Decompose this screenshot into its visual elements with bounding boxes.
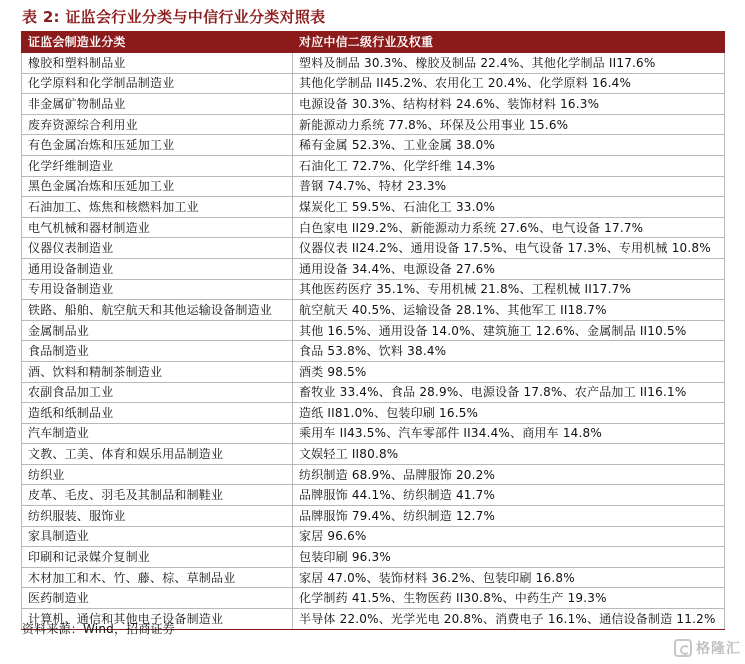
cell-csrc-category: 文教、工美、体育和娱乐用品制造业 bbox=[22, 444, 293, 465]
cell-citic-weights: 塑料及制品 30.3%、橡胶及制品 22.4%、其他化学制品 II17.6% bbox=[293, 53, 725, 74]
table-row bbox=[22, 526, 725, 547]
cell-csrc-category: 农副食品加工业 bbox=[22, 382, 293, 403]
table-row bbox=[22, 135, 725, 156]
cell-citic-weights: 畜牧业 33.4%、食品 28.9%、电源设备 17.8%、农产品加工 II16.1% bbox=[293, 382, 725, 403]
cell-csrc-category: 铁路、船舶、航空航天和其他运输设备制造业 bbox=[22, 300, 293, 321]
cell-csrc-category: 食品制造业 bbox=[22, 341, 293, 362]
table-row bbox=[22, 382, 725, 403]
cell-csrc-category: 皮革、毛皮、羽毛及其制品和制鞋业 bbox=[22, 485, 293, 506]
watermark-text: 格隆汇 bbox=[696, 641, 741, 657]
cell-citic-weights: 造纸 II81.0%、包装印刷 16.5% bbox=[293, 403, 725, 424]
table-row bbox=[22, 114, 725, 135]
table-row bbox=[22, 588, 725, 609]
cell-csrc-category: 纺织服装、服饰业 bbox=[22, 506, 293, 527]
table-row bbox=[22, 444, 725, 465]
cell-citic-weights: 纺织制造 68.9%、品牌服饰 20.2% bbox=[293, 464, 725, 485]
cell-citic-weights: 其他化学制品 II45.2%、农用化工 20.4%、化学原料 16.4% bbox=[293, 73, 725, 94]
cell-csrc-category: 非金属矿物制品业 bbox=[22, 94, 293, 115]
cell-citic-weights: 煤炭化工 59.5%、石油化工 33.0% bbox=[293, 197, 725, 218]
table-header-row bbox=[22, 32, 725, 53]
cell-citic-weights: 普钢 74.7%、特材 23.3% bbox=[293, 176, 725, 197]
cell-csrc-category: 金属制品业 bbox=[22, 320, 293, 341]
table-row bbox=[22, 197, 725, 218]
table-row bbox=[22, 155, 725, 176]
cell-csrc-category: 化学原料和化学制品制造业 bbox=[22, 73, 293, 94]
cell-citic-weights: 家居 47.0%、装饰材料 36.2%、包装印刷 16.8% bbox=[293, 567, 725, 588]
table-row bbox=[22, 300, 725, 321]
cell-csrc-category: 印刷和记录媒介复制业 bbox=[22, 547, 293, 568]
table-row bbox=[22, 506, 725, 527]
table-row bbox=[22, 423, 725, 444]
cell-citic-weights: 其他医药医疗 35.1%、专用机械 21.8%、工程机械 II17.7% bbox=[293, 279, 725, 300]
table-row bbox=[22, 485, 725, 506]
cell-citic-weights: 品牌服饰 79.4%、纺织制造 12.7% bbox=[293, 506, 725, 527]
table-row bbox=[22, 94, 725, 115]
cell-citic-weights: 白色家电 II29.2%、新能源动力系统 27.6%、电气设备 17.7% bbox=[293, 217, 725, 238]
cell-citic-weights: 新能源动力系统 77.8%、环保及公用事业 15.6% bbox=[293, 114, 725, 135]
cell-csrc-category: 电气机械和器材制造业 bbox=[22, 217, 293, 238]
source-note: 资料来源：Wind，招商证券 bbox=[22, 622, 175, 636]
cell-citic-weights: 半导体 22.0%、光学光电 20.8%、消费电子 16.1%、通信设备制造 11.2% bbox=[293, 609, 725, 630]
watermark-logo-icon bbox=[674, 639, 692, 657]
table-row bbox=[22, 567, 725, 588]
cell-csrc-category: 废弃资源综合利用业 bbox=[22, 114, 293, 135]
table-row bbox=[22, 403, 725, 424]
cell-citic-weights: 食品 53.8%、饮料 38.4% bbox=[293, 341, 725, 362]
cell-citic-weights: 家居 96.6% bbox=[293, 526, 725, 547]
cell-citic-weights: 稀有金属 52.3%、工业金属 38.0% bbox=[293, 135, 725, 156]
cell-csrc-category: 酒、饮料和精制茶制造业 bbox=[22, 361, 293, 382]
cell-citic-weights: 乘用车 II43.5%、汽车零部件 II34.4%、商用车 14.8% bbox=[293, 423, 725, 444]
cell-csrc-category: 黑色金属冶炼和压延加工业 bbox=[22, 176, 293, 197]
cell-citic-weights: 航空航天 40.5%、运输设备 28.1%、其他军工 II18.7% bbox=[293, 300, 725, 321]
table-row bbox=[22, 547, 725, 568]
cell-citic-weights: 酒类 98.5% bbox=[293, 361, 725, 382]
cell-citic-weights: 化学制药 41.5%、生物医药 II30.8%、中药生产 19.3% bbox=[293, 588, 725, 609]
cell-citic-weights: 石油化工 72.7%、化学纤维 14.3% bbox=[293, 155, 725, 176]
table-row bbox=[22, 320, 725, 341]
cell-csrc-category: 通用设备制造业 bbox=[22, 258, 293, 279]
cell-csrc-category: 木材加工和木、竹、藤、棕、草制品业 bbox=[22, 567, 293, 588]
cell-citic-weights: 仪器仪表 II24.2%、通用设备 17.5%、电气设备 17.3%、专用机械 10.8% bbox=[293, 238, 725, 259]
table-body bbox=[22, 53, 725, 630]
cell-csrc-category: 纺织业 bbox=[22, 464, 293, 485]
cell-csrc-category: 专用设备制造业 bbox=[22, 279, 293, 300]
cell-csrc-category: 化学纤维制造业 bbox=[22, 155, 293, 176]
cell-csrc-category: 橡胶和塑料制品业 bbox=[22, 53, 293, 74]
cell-citic-weights: 电源设备 30.3%、结构材料 24.6%、装饰材料 16.3% bbox=[293, 94, 725, 115]
cell-citic-weights: 品牌服饰 44.1%、纺织制造 41.7% bbox=[293, 485, 725, 506]
industry-mapping-table bbox=[21, 31, 725, 630]
cell-csrc-category: 汽车制造业 bbox=[22, 423, 293, 444]
cell-csrc-category: 家具制造业 bbox=[22, 526, 293, 547]
cell-citic-weights: 其他 16.5%、通用设备 14.0%、建筑施工 12.6%、金属制品 II10.5% bbox=[293, 320, 725, 341]
cell-csrc-category: 造纸和纸制品业 bbox=[22, 403, 293, 424]
table-row bbox=[22, 279, 725, 300]
cell-csrc-category: 石油加工、炼焦和核燃料加工业 bbox=[22, 197, 293, 218]
watermark bbox=[674, 638, 741, 658]
header-citic-weights: 对应中信二级行业及权重 bbox=[293, 32, 725, 53]
cell-citic-weights: 包装印刷 96.3% bbox=[293, 547, 725, 568]
table-row bbox=[22, 464, 725, 485]
table-row bbox=[22, 258, 725, 279]
table-row bbox=[22, 361, 725, 382]
table-row bbox=[22, 176, 725, 197]
cell-csrc-category: 仪器仪表制造业 bbox=[22, 238, 293, 259]
cell-csrc-category: 医药制造业 bbox=[22, 588, 293, 609]
table-row bbox=[22, 238, 725, 259]
table-row bbox=[22, 53, 725, 74]
table-title: 表 2: 证监会行业分类与中信行业分类对照表 bbox=[22, 8, 326, 26]
cell-csrc-category: 计算机、通信和其他电子设备制造业 bbox=[22, 609, 293, 630]
cell-citic-weights: 通用设备 34.4%、电源设备 27.6% bbox=[293, 258, 725, 279]
cell-csrc-category: 有色金属冶炼和压延加工业 bbox=[22, 135, 293, 156]
cell-citic-weights: 文娱轻工 II80.8% bbox=[293, 444, 725, 465]
table-row bbox=[22, 73, 725, 94]
table-row bbox=[22, 341, 725, 362]
header-csrc-category: 证监会制造业分类 bbox=[22, 32, 293, 53]
table-row bbox=[22, 217, 725, 238]
